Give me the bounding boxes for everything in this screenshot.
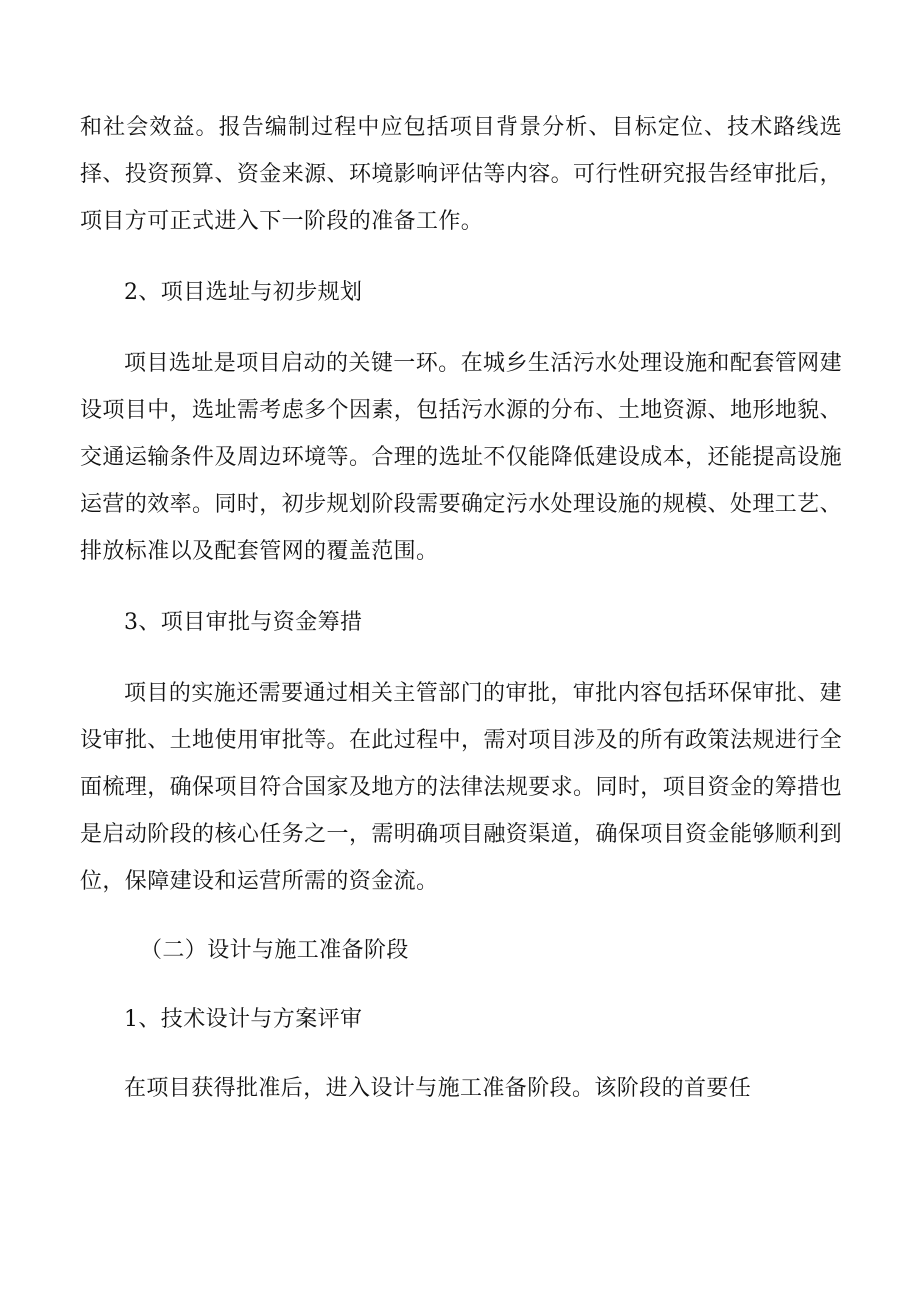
paragraph-approval-funding: 项目的实施还需要通过相关主管部门的审批，审批内容包括环保审批、建设审批、土地使用审批等。在此过程中，需对项目涉及的所有政策法规进行全面梳理，确保项目符合国家及地方的法律法规要求。同时，项目资金的筹措也是启动阶段的核心任务之一，需明确项目融资渠道，确保项目资金能够顺利到位，保障建设和运营所需的资金流。 xyxy=(80,681,842,894)
heading-site-selection: 2、项目选址与初步规划 xyxy=(124,280,363,305)
paragraph-design-stage-start: 在项目获得批准后，进入设计与施工准备阶段。该阶段的首要任 xyxy=(124,1076,752,1101)
document-body xyxy=(80,104,842,1112)
paragraph-feasibility-end: 和社会效益。报告编制过程中应包括项目背景分析、目标定位、技术路线选择、投资预算、资金来源、环境影响评估等内容。可行性研究报告经审批后，项目方可正式进入下一阶段的准备工作。 xyxy=(80,115,842,234)
heading-approval-funding: 3、项目审批与资金筹措 xyxy=(124,610,363,635)
heading-technical-design-review: 1、技术设计与方案评审 xyxy=(124,1007,363,1032)
paragraph-site-selection: 项目选址是项目启动的关键一环。在城乡生活污水处理设施和配套管网建设项目中，选址需考虑多个因素，包括污水源的分布、土地资源、地形地貌、交通运输条件及周边环境等。合理的选址不仅能降低建设成本，还能提高设施运营的效率。同时，初步规划阶段需要确定污水处理设施的规模、处理工艺、排放标准以及配套管网的覆盖范围。 xyxy=(80,351,842,564)
heading-design-construction-prep: （二）设计与施工准备阶段 xyxy=(140,938,409,963)
